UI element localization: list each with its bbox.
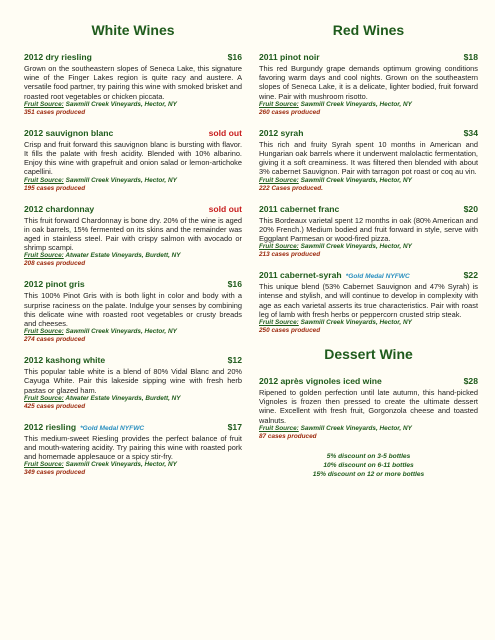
wine-price: $34 [463, 127, 478, 138]
fruit-source-value: Sawmill Creek Vineyards, Hector, NY [65, 176, 177, 184]
wine-item [259, 270, 478, 335]
cases-produced: 274 cases produced [24, 336, 86, 344]
discount-line: 15% discount on 12 or more bottles [312, 470, 425, 478]
wine-item-header [259, 128, 478, 138]
wine-item-header [24, 279, 242, 289]
fruit-source [24, 177, 242, 185]
wine-item [259, 376, 478, 441]
dessert-wine-title: Dessert Wine [324, 346, 413, 363]
wine-item-header [24, 355, 242, 365]
wine-name: 2011 cabernet-syrah [259, 270, 342, 281]
fruit-source-label: Fruit Source: [24, 328, 64, 336]
red-wines-title: Red Wines [332, 22, 405, 38]
wine-name: 2011 cabernet franc [259, 203, 340, 214]
fruit-source-label: Fruit Source: [24, 100, 64, 108]
cases-produced: 208 cases produced [24, 260, 86, 268]
cases-produced: 213 cases produced [259, 251, 321, 259]
fruit-source-label: Fruit Source: [24, 461, 64, 469]
wine-description: This red Burgundy grape demands optimum growing conditions favoring warm days and cool nights. Grown on the southeastern slopes of Seneca Lake, it is a delicate, lighter bodied, fruit forward wine. Pair with mushroom risotto. [259, 64, 478, 101]
wine-description: This popular table white is a blend of 80% Vidal Blanc and 20% Cayuga White. Pair this lakeside sipping wine with fresh herb pastas or glazed ham. [24, 367, 242, 395]
wine-name: 2012 chardonnay [24, 203, 95, 214]
wine-item-header [259, 270, 478, 280]
wine-price: $20 [463, 203, 478, 214]
fruit-source-value: Sawmill Creek Vineyards, Hector, NY [65, 328, 177, 336]
wine-name: 2011 pinot noir [259, 52, 320, 62]
fruit-source-label: Fruit Source: [24, 394, 64, 402]
fruit-source [24, 252, 242, 260]
fruit-source-value: Sawmill Creek Vineyards, Hector, NY [300, 424, 412, 432]
wine-item [259, 128, 478, 193]
wine-description: This fruit forward Chardonnay is bone dry. 20% of the wine is aged in oak barrels, 15% fermented on its skins and the remainder was aged in stainless steel. Pair with crispy salmon with avocado or shrimp scampi. [24, 215, 242, 253]
cases-produced: 195 cases produced [24, 184, 86, 192]
discount-list [259, 452, 478, 479]
wine-item [24, 204, 242, 269]
wine-description: This medium-sweet Riesling provides the perfect balance of fruit and mouth-watering acidity. Try pairing this wine with roasted pork and homemade applesauce or a spicy stir-fry. [24, 433, 242, 462]
white-wine-list [24, 52, 242, 477]
white-wines-column [24, 22, 242, 488]
fruit-source-label: Fruit Source: [259, 319, 299, 327]
fruit-source [24, 328, 242, 336]
wine-price: $22 [463, 270, 478, 281]
dessert-wine-list [259, 376, 478, 441]
wine-name: 2012 après vignoles iced wine [259, 376, 382, 387]
cases-produced: 349 cases produced [24, 469, 86, 477]
medal-badge: *Gold Medal NYFWC [345, 273, 410, 281]
sold-out-label: sold out [208, 127, 242, 138]
wine-item [259, 52, 478, 117]
wine-item [24, 52, 242, 117]
fruit-source [259, 101, 478, 109]
wine-price: $16 [227, 279, 242, 290]
wine-item [24, 422, 242, 478]
wine-item-header [24, 128, 242, 138]
fruit-source-value: Sawmill Creek Vineyards, Hector, NY [300, 176, 412, 184]
wine-name: 2012 pinot gris [24, 279, 85, 290]
wine-name: 2012 kashong white [24, 355, 106, 366]
wine-name: 2012 syrah [259, 127, 304, 138]
fruit-source-label: Fruit Source: [259, 100, 299, 108]
fruit-source-label: Fruit Source: [259, 243, 299, 251]
wine-description: Ripened to golden perfection until late autumn, this hand-picked Vignoles is frozen then pressed to create the ultimate dessert wine. Excellent with fresh fruit, Gorgonzola cheese and toasted walnuts. [259, 388, 478, 425]
cases-produced: 425 cases produced [24, 402, 86, 410]
sold-out-label: sold out [208, 203, 242, 214]
fruit-source-label: Fruit Source: [24, 176, 64, 184]
white-wines-title: White Wines [91, 22, 175, 38]
fruit-source-value: Sawmill Creek Vineyards, Hector, NY [300, 243, 412, 251]
discount-line: 5% discount on 3-5 bottles [326, 452, 411, 460]
wine-price: $28 [463, 376, 478, 387]
wine-item [24, 279, 242, 344]
red-wine-list [259, 52, 478, 335]
cases-produced: 351 cases produced [24, 108, 86, 116]
wine-item-header [259, 52, 478, 62]
fruit-source [24, 461, 242, 469]
fruit-source [24, 101, 242, 109]
wine-price: $18 [463, 52, 478, 62]
cases-produced: 222 Cases produced. [259, 184, 323, 192]
wine-price: $12 [227, 355, 242, 366]
wine-item [24, 355, 242, 411]
wine-item-header [24, 52, 242, 62]
cases-produced: 87 cases produced [259, 432, 317, 440]
medal-badge: *Gold Medal NYFWC [80, 424, 145, 432]
discount-line: 10% discount on 6-11 bottles [323, 461, 414, 469]
wine-name: 2012 dry riesling [24, 52, 92, 62]
fruit-source [259, 425, 478, 433]
red-wines-column [259, 22, 478, 479]
fruit-source-value: Sawmill Creek Vineyards, Hector, NY [65, 461, 177, 469]
fruit-source-label: Fruit Source: [259, 424, 299, 432]
cases-produced: 250 cases produced [259, 327, 321, 335]
wine-name: 2012 sauvignon blanc [24, 127, 114, 138]
wine-price: $16 [227, 52, 242, 62]
wine-name: 2012 riesling [24, 421, 77, 432]
wine-item [259, 204, 478, 260]
wine-item-header [24, 204, 242, 214]
wine-description: This Bordeaux varietal spent 12 months in oak (80% American and 20% French.) Medium bodied and fruit forward in style, serve with Eggplant Parmesan or wood-fired pizza. [259, 215, 478, 244]
wine-item-header [24, 422, 242, 432]
wine-description: Grown on the southeastern slopes of Seneca Lake, this signature wine of the Finger Lakes region is quite racy and austere. A versatile food partner, try pairing this wine with smoked brisket and roasted root vegetables or chicken piccata. [24, 64, 242, 101]
fruit-source-value: Sawmill Creek Vineyards, Hector, NY [300, 319, 412, 327]
wine-item-header [259, 204, 478, 214]
wine-description: This unique blend (53% Cabernet Sauvignon and 47% Syrah) is intense and stylish, and will continue to develop in complexity with age as each varietal asserts its true characteristics. Pair with roast leg of lamb with fresh herbs or peppercorn crusted strip steak. [259, 282, 478, 319]
fruit-source [259, 319, 478, 327]
fruit-source-value: Atwater Estate Vineyards, Burdett, NY [65, 394, 181, 402]
fruit-source [259, 177, 478, 185]
fruit-source [259, 243, 478, 251]
cases-produced: 260 cases produced [259, 108, 321, 116]
fruit-source-value: Sawmill Creek Vineyards, Hector, NY [300, 100, 412, 108]
wine-description: This rich and fruity Syrah spent 10 months in American and Hungarian oak barrels where it underwent malolactic fermentation, giving it a soft creaminess. It was filtered then blended with about 3% cabernet Sauvignon. Pair with tarragon pot roast or coq au vin. [259, 139, 478, 177]
fruit-source [24, 395, 242, 403]
wine-price: $17 [227, 421, 242, 432]
fruit-source-value: Sawmill Creek Vineyards, Hector, NY [65, 100, 177, 108]
wine-description: This 100% Pinot Gris with is both light in color and body with a surprise raciness on the palate. Indulge your senses by combining this delicate wine with roasted root vegetables or crusty breads and cheeses. [24, 291, 242, 329]
fruit-source-value: Atwater Estate Vineyards, Burdett, NY [65, 252, 181, 260]
wine-item [24, 128, 242, 193]
wine-item-header [259, 376, 478, 386]
fruit-source-label: Fruit Source: [259, 176, 299, 184]
wine-description: Crisp and fruit forward this sauvignon blanc is bursting with flavor. It fills the palate with fresh acidity. Blended with 10% albarino. Enjoy this wine with grapefruit and onion salad or lemon-artichoke capellini. [24, 139, 242, 177]
fruit-source-label: Fruit Source: [24, 252, 64, 260]
